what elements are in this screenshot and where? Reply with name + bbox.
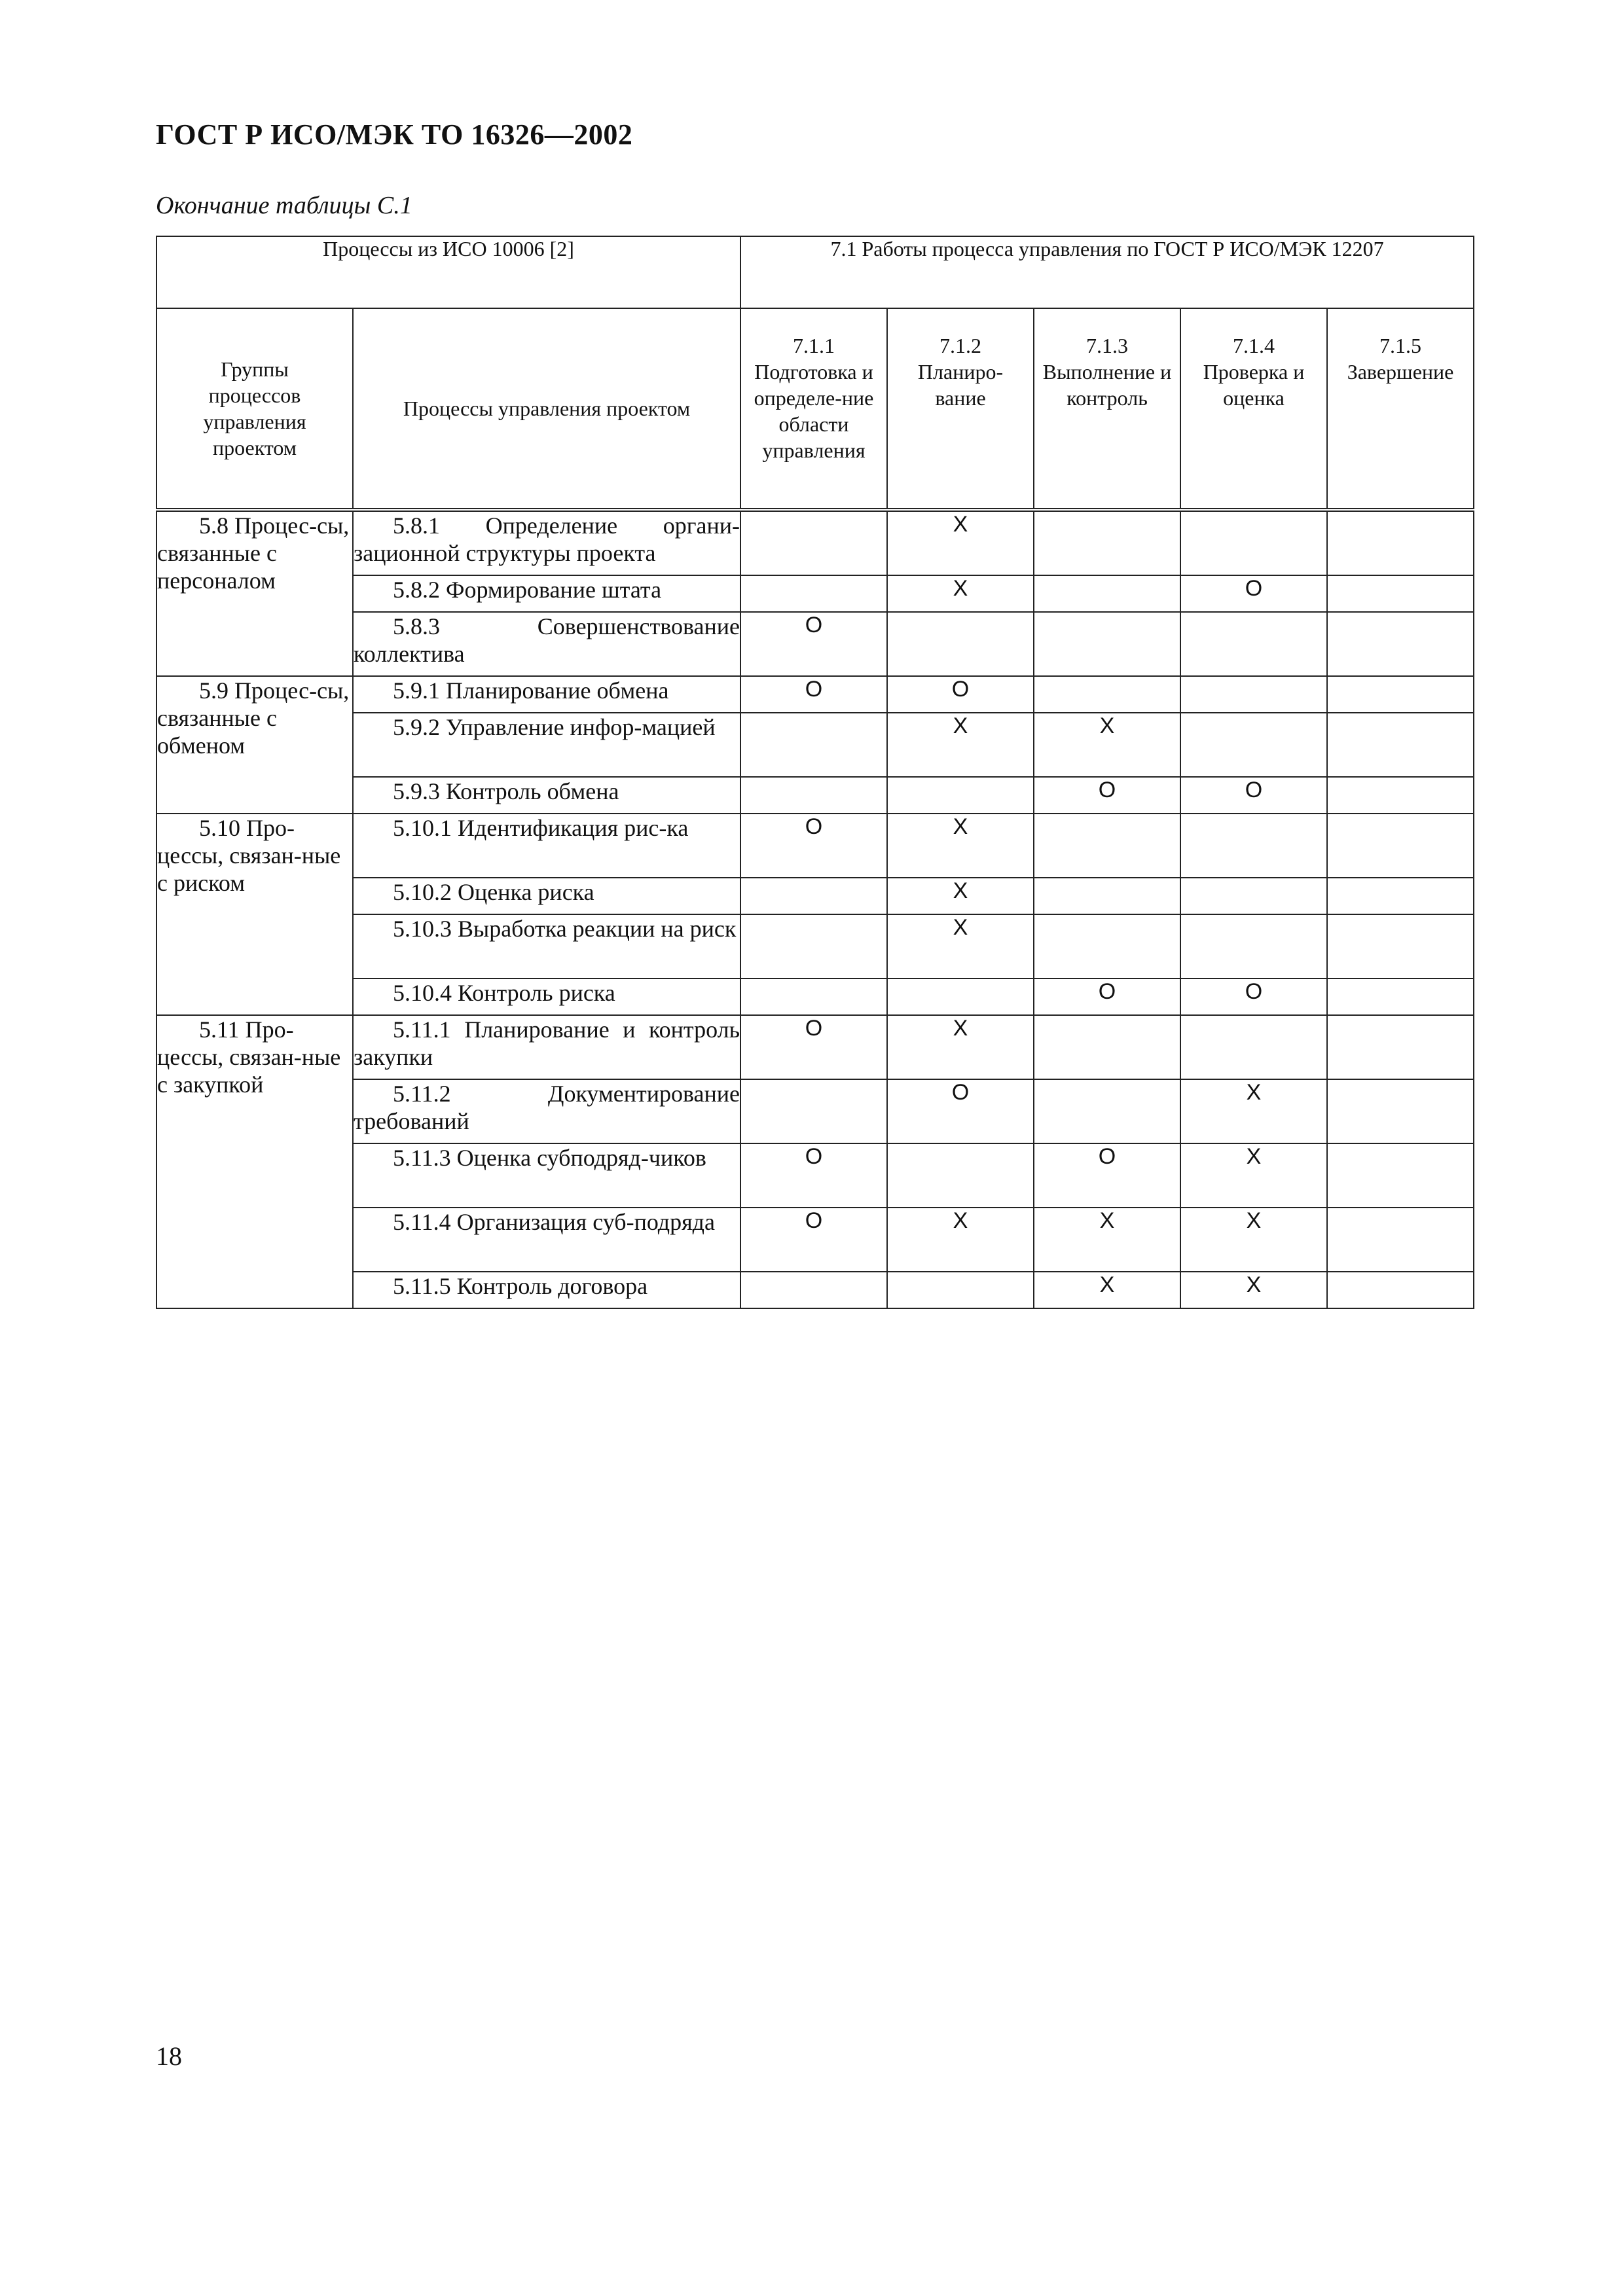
mark-cell-7-1-1	[740, 575, 887, 612]
process-name: Оценка субподряд-чиков	[456, 1145, 706, 1171]
mark-cell-7-1-3	[1034, 575, 1180, 612]
mark-cell-7-1-3: X	[1034, 1272, 1180, 1308]
col-code: 7.1.3	[1086, 334, 1128, 357]
process-cell	[353, 575, 740, 612]
process-number: 5.11.4	[393, 1209, 451, 1235]
process-cell	[353, 713, 740, 777]
table-row	[156, 1143, 1474, 1208]
mark-cell-7-1-2: X	[887, 878, 1034, 914]
process-number: 5.11.5	[393, 1273, 451, 1299]
process-group-name: 5.9 Процес-сы, связанные с обменом	[157, 677, 350, 759]
mark-cell-7-1-4	[1180, 1015, 1327, 1079]
mark-cell-7-1-1	[740, 914, 887, 978]
process-cell	[353, 878, 740, 914]
mark-cell-7-1-5	[1327, 1208, 1474, 1272]
process-cell	[353, 1272, 740, 1308]
mark-cell-7-1-1: O	[740, 1208, 887, 1272]
process-cell	[353, 1079, 740, 1143]
mark-cell-7-1-4: X	[1180, 1143, 1327, 1208]
process-number: 5.9.2	[393, 714, 440, 740]
col-header-7-1-1	[740, 308, 887, 510]
document-standard-header: ГОСТ Р ИСО/МЭК ТО 16326—2002	[156, 118, 633, 151]
process-group-cell	[156, 1015, 353, 1308]
mark-cell-7-1-4: O	[1180, 978, 1327, 1015]
mark-cell-7-1-1: O	[740, 612, 887, 676]
process-cell	[353, 777, 740, 814]
mark-cell-7-1-1	[740, 777, 887, 814]
mark-cell-7-1-5	[1327, 777, 1474, 814]
mark-cell-7-1-5	[1327, 1079, 1474, 1143]
mark-cell-7-1-5	[1327, 978, 1474, 1015]
mark-cell-7-1-2: X	[887, 510, 1034, 575]
process-group-cell	[156, 814, 353, 1015]
process-group-cell	[156, 510, 353, 676]
process-number: 5.8.3	[393, 613, 440, 639]
mark-cell-7-1-4: X	[1180, 1208, 1327, 1272]
mark-cell-7-1-1	[740, 713, 887, 777]
mark-cell-7-1-5	[1327, 612, 1474, 676]
process-name: Управление инфор-мацией	[446, 714, 716, 740]
mark-cell-7-1-2: O	[887, 1079, 1034, 1143]
mark-cell-7-1-2	[887, 1143, 1034, 1208]
col-code: 7.1.2	[939, 334, 981, 357]
mark-cell-7-1-1	[740, 1272, 887, 1308]
process-name: Формирование штата	[446, 577, 662, 603]
mark-cell-7-1-4	[1180, 510, 1327, 575]
mark-cell-7-1-3	[1034, 878, 1180, 914]
table-row	[156, 978, 1474, 1015]
process-cell	[353, 510, 740, 575]
process-cell	[353, 1015, 740, 1079]
mark-cell-7-1-2: X	[887, 1015, 1034, 1079]
mark-cell-7-1-5	[1327, 878, 1474, 914]
mark-cell-7-1-1: O	[740, 1015, 887, 1079]
mark-cell-7-1-2: X	[887, 713, 1034, 777]
mark-cell-7-1-1: O	[740, 814, 887, 878]
mark-cell-7-1-3	[1034, 914, 1180, 978]
table-row	[156, 1079, 1474, 1143]
col-header-7-1-4	[1180, 308, 1327, 510]
mark-cell-7-1-4: O	[1180, 575, 1327, 612]
mark-cell-7-1-2	[887, 612, 1034, 676]
col-header-groups-text: Группы процессов управления проектом	[203, 357, 306, 459]
mark-cell-7-1-1	[740, 878, 887, 914]
process-name: Оценка риска	[458, 879, 594, 905]
table-caption: Окончание таблицы С.1	[156, 192, 412, 219]
process-number: 5.10.4	[393, 980, 452, 1006]
mark-cell-7-1-4: O	[1180, 777, 1327, 814]
process-name: Планирование и контроль закупки	[354, 1016, 740, 1070]
mark-cell-7-1-3	[1034, 1079, 1180, 1143]
process-cell	[353, 676, 740, 713]
process-group-name: 5.8 Процес-сы, связанные с персоналом	[157, 512, 350, 594]
process-name: Контроль договора	[456, 1273, 648, 1299]
table-row	[156, 1272, 1474, 1308]
mark-cell-7-1-5	[1327, 713, 1474, 777]
process-number: 5.8.1	[393, 512, 440, 539]
mark-cell-7-1-2	[887, 777, 1034, 814]
col-header-7-1-2	[887, 308, 1034, 510]
mark-cell-7-1-5	[1327, 510, 1474, 575]
mark-cell-7-1-3: O	[1034, 1143, 1180, 1208]
col-label: Подготовка и определе-ние области управления	[754, 360, 874, 462]
col-header-groups	[156, 308, 353, 510]
table-row	[156, 575, 1474, 612]
col-header-7-1-3	[1034, 308, 1180, 510]
process-name: Выработка реакции на риск	[458, 916, 737, 942]
col-label: Завершение	[1347, 360, 1454, 384]
mark-cell-7-1-2: X	[887, 814, 1034, 878]
mark-cell-7-1-3	[1034, 676, 1180, 713]
table-row	[156, 510, 1474, 575]
process-number: 5.11.1	[393, 1016, 451, 1043]
mark-cell-7-1-2: X	[887, 914, 1034, 978]
process-number: 5.10.2	[393, 879, 452, 905]
mark-cell-7-1-4	[1180, 612, 1327, 676]
mark-cell-7-1-3	[1034, 1015, 1180, 1079]
mark-cell-7-1-2: X	[887, 1208, 1034, 1272]
process-number: 5.9.1	[393, 677, 440, 704]
process-cell	[353, 1208, 740, 1272]
process-cell	[353, 978, 740, 1015]
table-header-row-1	[156, 236, 1474, 308]
col-code: 7.1.1	[793, 334, 835, 357]
process-name: Планирование обмена	[446, 677, 669, 704]
process-number: 5.11.3	[393, 1145, 451, 1171]
process-number: 5.11.2	[393, 1081, 451, 1107]
mark-cell-7-1-5	[1327, 676, 1474, 713]
table-row	[156, 878, 1474, 914]
process-group-name: 5.10 Про-цессы, связан-ные с риском	[157, 815, 341, 896]
mark-cell-7-1-5	[1327, 1015, 1474, 1079]
mark-cell-7-1-4	[1180, 914, 1327, 978]
mark-cell-7-1-5	[1327, 1272, 1474, 1308]
left-group-title: Процессы из ИСО 10006 [2]	[156, 236, 740, 308]
mark-cell-7-1-4	[1180, 878, 1327, 914]
mark-cell-7-1-3: O	[1034, 978, 1180, 1015]
mark-cell-7-1-4	[1180, 676, 1327, 713]
process-name: Определение органи-зационной структуры проекта	[354, 512, 740, 566]
mark-cell-7-1-4	[1180, 713, 1327, 777]
mark-cell-7-1-1: O	[740, 1143, 887, 1208]
col-label: Выполнение и контроль	[1042, 360, 1172, 410]
col-header-7-1-5	[1327, 308, 1474, 510]
table-row	[156, 676, 1474, 713]
mark-cell-7-1-4: X	[1180, 1272, 1327, 1308]
process-group-cell	[156, 676, 353, 814]
mark-cell-7-1-2: O	[887, 676, 1034, 713]
table-row	[156, 914, 1474, 978]
process-cell	[353, 1143, 740, 1208]
table-row	[156, 612, 1474, 676]
table-row	[156, 777, 1474, 814]
process-number: 5.10.3	[393, 916, 452, 942]
table-header-row-2	[156, 308, 1474, 510]
page-number: 18	[156, 2041, 182, 2071]
process-number: 5.8.2	[393, 577, 440, 603]
mark-cell-7-1-1: O	[740, 676, 887, 713]
process-group-name: 5.11 Про-цессы, связан-ные с закупкой	[157, 1016, 341, 1098]
mark-cell-7-1-1	[740, 510, 887, 575]
mark-cell-7-1-2: X	[887, 575, 1034, 612]
process-name: Документирование требований	[354, 1081, 740, 1134]
process-cell	[353, 914, 740, 978]
mark-cell-7-1-5	[1327, 1143, 1474, 1208]
mark-cell-7-1-3	[1034, 612, 1180, 676]
mark-cell-7-1-3: X	[1034, 713, 1180, 777]
mark-cell-7-1-3: X	[1034, 1208, 1180, 1272]
process-name: Контроль риска	[458, 980, 615, 1006]
process-number: 5.9.3	[393, 778, 440, 804]
process-name: Совершенствование коллектива	[354, 613, 740, 667]
table-row	[156, 814, 1474, 878]
process-cell	[353, 814, 740, 878]
process-name: Организация суб-подряда	[456, 1209, 715, 1235]
table-row	[156, 1208, 1474, 1272]
mark-cell-7-1-3: O	[1034, 777, 1180, 814]
table-row	[156, 713, 1474, 777]
mark-cell-7-1-1	[740, 978, 887, 1015]
mark-cell-7-1-2	[887, 978, 1034, 1015]
table-row	[156, 1015, 1474, 1079]
mark-cell-7-1-5	[1327, 575, 1474, 612]
process-name: Контроль обмена	[446, 778, 619, 804]
mark-cell-7-1-3	[1034, 510, 1180, 575]
mark-cell-7-1-4	[1180, 814, 1327, 878]
process-mapping-table	[156, 236, 1474, 1309]
mark-cell-7-1-1	[740, 1079, 887, 1143]
process-number: 5.10.1	[393, 815, 452, 841]
mark-cell-7-1-5	[1327, 914, 1474, 978]
col-label: Планиро-вание	[917, 360, 1004, 410]
col-code: 7.1.5	[1379, 334, 1422, 357]
mark-cell-7-1-3	[1034, 814, 1180, 878]
process-name: Идентификация рис-ка	[458, 815, 689, 841]
right-group-title: 7.1 Работы процесса управления по ГОСТ Р ИСО/МЭК 12207	[740, 236, 1474, 308]
mark-cell-7-1-5	[1327, 814, 1474, 878]
col-header-processes: Процессы управления проектом	[353, 308, 740, 510]
mark-cell-7-1-4: X	[1180, 1079, 1327, 1143]
col-label: Проверка и оценка	[1203, 360, 1305, 410]
col-code: 7.1.4	[1233, 334, 1275, 357]
mark-cell-7-1-2	[887, 1272, 1034, 1308]
process-cell	[353, 612, 740, 676]
